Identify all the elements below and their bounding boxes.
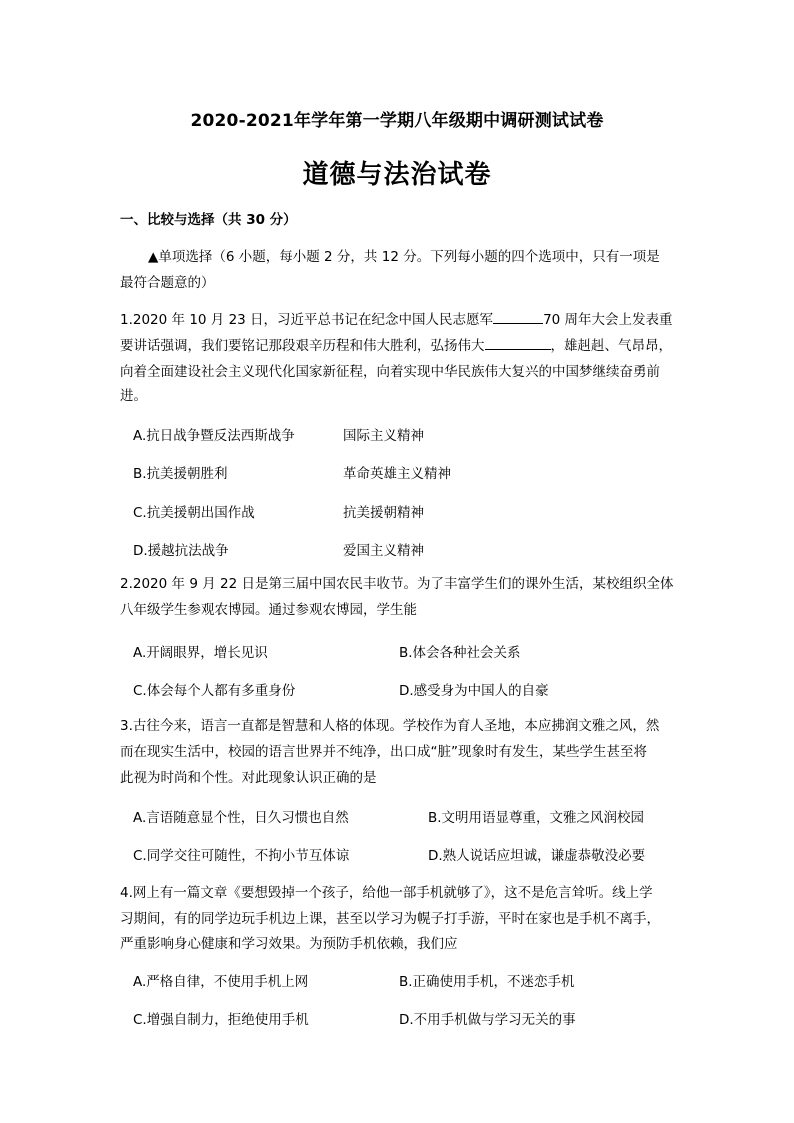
question-1-stem-line: 进。 — [120, 388, 147, 404]
question-2-option-b: B.体会各种社会关系 — [399, 645, 521, 661]
stem-text: 要讲话强调，我们要铭记那段艰辛历程和伟大胜利，弘扬伟大 — [120, 338, 485, 354]
question-1-option-a-left: A.抗日战争暨反法西斯战争 — [133, 428, 295, 444]
exam-title: 2020-2021年学年第一学期八年级期中调研测试试卷 — [190, 111, 604, 131]
question-2-option-d: D.感受身为中国人的自豪 — [399, 683, 549, 699]
subject-title: 道德与法治试卷 — [302, 160, 492, 190]
question-4-option-b: B.正确使用手机，不迷恋手机 — [399, 974, 575, 990]
question-1-stem-line — [120, 308, 673, 332]
question-1-option-d-right: 爱国主义精神 — [343, 543, 424, 559]
question-4-option-d: D.不用手机做与学习无关的事 — [399, 1012, 576, 1028]
question-3-option-d: D.熟人说话应坦诚，谦虚恭敬没必要 — [428, 848, 646, 864]
question-3-stem-line: 而在现实生活中，校园的语言世界并不纯净，出口成“脏”现象时有发生，某些学生甚至将 — [120, 744, 647, 760]
question-1-option-d-left: D.援越抗法战争 — [133, 543, 229, 559]
question-4-option-c: C.增强自制力，拒绝使用手机 — [133, 1012, 309, 1028]
instruction-line: 最符合题意的） — [120, 275, 215, 291]
question-3-option-c: C.同学交往可随性，不拘小节互体谅 — [133, 848, 350, 864]
question-2-option-c: C.体会每个人都有多重身份 — [133, 683, 296, 699]
blank-line — [485, 335, 551, 350]
section-heading: 一、比较与选择（共 30 分） — [120, 212, 297, 228]
question-1-option-b-left: B.抗美援朝胜利 — [133, 466, 228, 482]
question-1-option-c-left: C.抗美援朝出国作战 — [133, 505, 255, 521]
question-1-option-b-right: 革命英雄主义精神 — [343, 466, 451, 482]
question-4-stem-line: 习期间，有的同学边玩手机边上课，甚至以学习为幌子打手游，平时在家也是手机不离手， — [120, 911, 660, 927]
question-4-stem-line: 4.网上有一篇文章《要想毁掉一个孩子，给他一部手机就够了》，这不是危言耸听。线上学 — [120, 885, 653, 901]
question-1-option-a-right: 国际主义精神 — [343, 428, 424, 444]
question-2-stem-line: 2.2020 年 9 月 22 日是第三届中国农民丰收节。为了丰富学生们的课外生活，某校组织全体 — [120, 576, 674, 592]
blank-line — [493, 309, 543, 324]
stem-text: 70 周年大会上发表重 — [543, 312, 673, 328]
question-2-stem-line: 八年级学生参观农博园。通过参观农博园，学生能 — [120, 602, 417, 618]
question-1-option-c-right: 抗美援朝精神 — [343, 505, 424, 521]
question-3-stem-line: 此视为时尚和个性。对此现象认识正确的是 — [120, 770, 377, 786]
question-1-stem-line — [120, 334, 672, 358]
instruction-line: ▲单项选择（6 小题，每小题 2 分，共 12 分。下列每小题的四个选项中，只有一项是 — [148, 249, 660, 265]
question-1-stem-line: 向着全面建设社会主义现代化国家新征程，向着实现中华民族伟大复兴的中国梦继续奋勇前 — [120, 364, 660, 380]
question-4-option-a: A.严格自律，不使用手机上网 — [133, 974, 309, 990]
stem-text: ，雄赳赳、气昂昂， — [550, 338, 672, 354]
question-4-stem-line: 严重影响身心健康和学习效果。为预防手机依赖，我们应 — [120, 936, 458, 952]
stem-text: 1.2020 年 10 月 23 日，习近平总书记在纪念中国人民志愿军 — [120, 312, 494, 328]
question-3-stem-line: 3.古往今来，语言一直都是智慧和人格的体现。学校作为育人圣地，本应拂润文雅之风，然 — [120, 718, 660, 734]
question-3-option-b: B.文明用语显尊重，文雅之风润校园 — [428, 810, 645, 826]
question-2-option-a: A.开阔眼界，增长见识 — [133, 645, 268, 661]
question-3-option-a: A.言语随意显个性，日久习惯也自然 — [133, 810, 349, 826]
